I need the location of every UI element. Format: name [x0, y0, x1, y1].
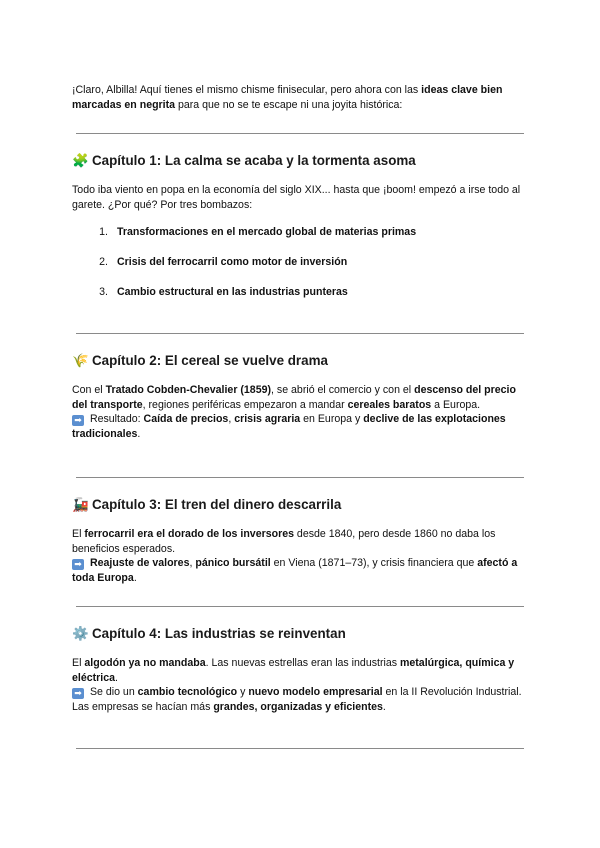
text: en Europa y: [300, 413, 364, 426]
list-number: 3.: [99, 286, 108, 298]
text: El: [72, 657, 85, 669]
text: desde 1840, pero desde 1860 no daba los beneficios esperados.: [72, 528, 496, 555]
text: .: [133, 571, 137, 584]
intro-bold: ideas clave bien marcadas en negrita: [72, 84, 503, 111]
bold-text: cereales baratos: [347, 398, 432, 411]
text: , regiones periféricas empezaron a mandar: [142, 398, 348, 411]
intro-paragraph: [72, 83, 528, 112]
bold-text: nuevo modelo empresarial: [248, 686, 383, 699]
chapter-4-title: Capítulo 4: Las industrias se reinventan: [92, 626, 346, 641]
puzzle-icon: 🧩: [72, 153, 89, 168]
chapter-3-heading: [72, 497, 341, 513]
bold-text: cambio tecnológico: [137, 686, 238, 699]
text: en Viena (1871–73), y crisis financiera que: [270, 557, 478, 570]
text: en la II Revolución Industrial.: [382, 686, 522, 699]
bold-text: metalúrgica, química y eléctrica: [72, 657, 515, 684]
text: Las empresas se hacían más: [72, 700, 214, 713]
list-text: Cambio estructural en las industrias punteras: [117, 286, 348, 298]
train-icon: 🚂: [72, 497, 89, 512]
chapter-1-text: Todo iba viento en popa en la economía del siglo XIX... hasta que ¡boom! empezó a irse todo al garete. ¿Por qué? Por tres bombazos:: [72, 184, 521, 211]
section-divider: [76, 133, 524, 134]
chapter-2-heading: [72, 353, 328, 369]
bold-text: declive de las explotaciones tradicionales: [72, 413, 506, 440]
intro-text-end: para que no se te escape ni una joyita histórica:: [175, 98, 403, 111]
arrow-right-icon: ➡: [72, 415, 84, 426]
chapter-3-title: Capítulo 3: El tren del dinero descarrila: [92, 497, 342, 512]
text: . Las nuevas estrellas eran las industrias: [205, 657, 400, 669]
bold-text: Tratado Cobden-Chevalier (1859): [105, 384, 272, 396]
text: Se dio un: [87, 686, 138, 699]
chapter-1-list: [72, 225, 416, 315]
bold-text: crisis agraria: [234, 413, 301, 426]
chapter-1-heading: [72, 153, 416, 169]
bold-text: ferrocarril era el dorado de los inversores: [84, 528, 294, 540]
list-number: 2.: [99, 256, 108, 268]
wheat-icon: 🌾: [72, 353, 89, 368]
text: Con el: [72, 384, 106, 396]
bold-text: Reajuste de valores: [89, 557, 190, 570]
chapter-3-body: [72, 527, 528, 585]
section-divider: [76, 333, 524, 334]
chapter-1-title: Capítulo 1: La calma se acaba y la tormenta asoma: [92, 153, 416, 168]
list-item: [72, 285, 416, 315]
arrow-right-icon: ➡: [72, 688, 84, 699]
intro-text: ¡Claro, Albilla! Aquí tienes el mismo chisme finisecular, pero ahora con las: [72, 84, 422, 96]
chapter-4-body: [72, 656, 528, 714]
chapter-2-body: [72, 383, 528, 441]
bold-text: afectó a toda Europa: [72, 557, 518, 584]
bold-text: grandes, organizadas y eficientes: [213, 700, 383, 713]
text: ,: [189, 557, 196, 570]
list-text: Crisis del ferrocarril como motor de inversión: [117, 256, 348, 268]
text: .: [115, 671, 118, 684]
gear-icon: ⚙️: [72, 626, 89, 641]
bold-text: Caída de precios: [143, 413, 229, 426]
list-text: Transformaciones en el mercado global de materias primas: [117, 226, 417, 238]
text: y: [237, 686, 249, 699]
text: Resultado:: [87, 413, 144, 426]
chapter-4-heading: [72, 626, 346, 642]
text: , se abrió el comercio y con el: [271, 384, 415, 396]
bold-text: descenso del precio del transporte: [72, 384, 516, 411]
chapter-2-title: Capítulo 2: El cereal se vuelve drama: [92, 353, 328, 368]
arrow-right-icon: ➡: [72, 559, 84, 570]
list-item: [72, 255, 416, 285]
section-divider: [76, 477, 524, 478]
list-number: 1.: [99, 226, 108, 238]
bold-text: pánico bursátil: [195, 557, 271, 570]
text: .: [137, 427, 141, 440]
section-divider: [76, 748, 524, 749]
text: ,: [228, 413, 235, 426]
text: El: [72, 528, 85, 540]
section-divider: [76, 606, 524, 607]
list-item: [72, 225, 416, 255]
text: a Europa.: [431, 398, 481, 411]
bold-text: algodón ya no mandaba: [84, 657, 206, 669]
text: .: [382, 700, 386, 713]
